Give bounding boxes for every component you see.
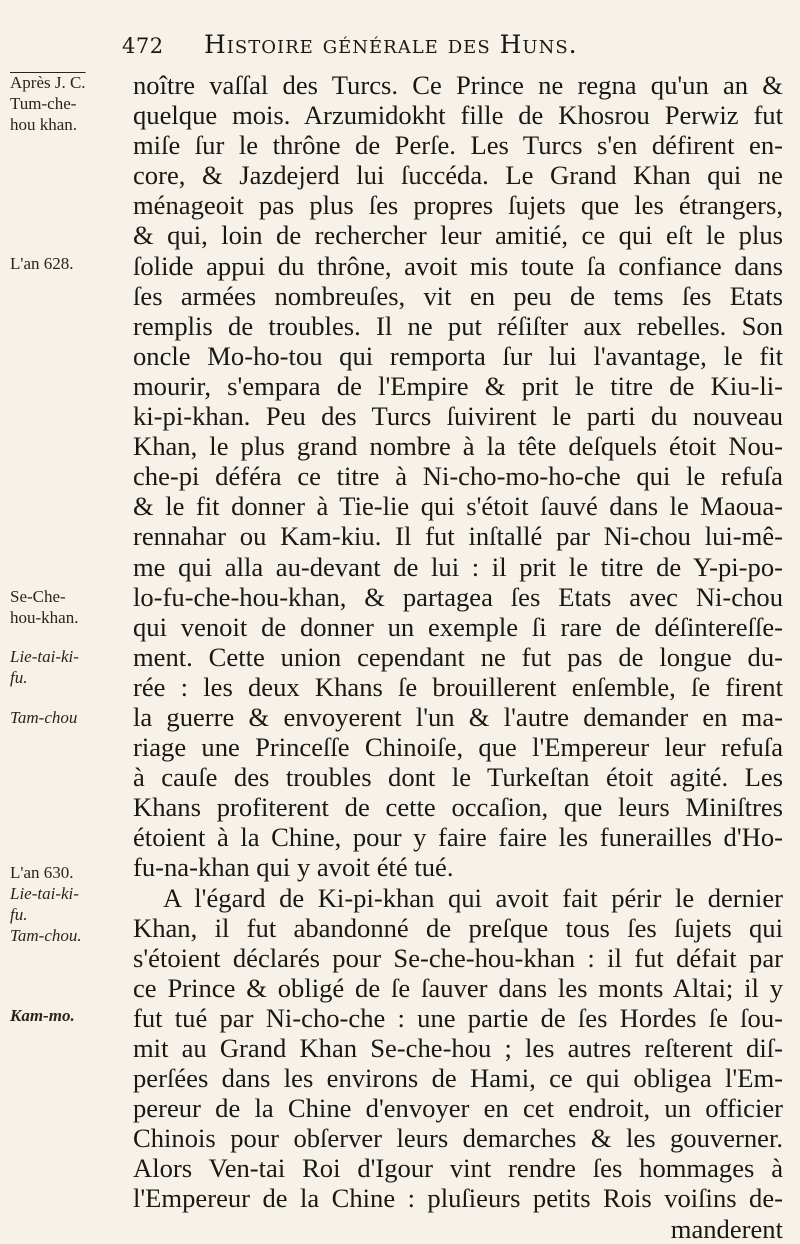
body-line: Chinois pour obſerver leurs demarches & les gouverner. bbox=[133, 1123, 783, 1154]
body-line: s'étoient déclarés pour Se-che-hou-khan : il fut défait par bbox=[133, 942, 783, 973]
body-line: l'Empereur de la Chine : pluſieurs petits Rois voiſins de- bbox=[133, 1183, 783, 1214]
margin-note-line: Se-Che- bbox=[10, 587, 66, 606]
page-header bbox=[122, 24, 740, 64]
body-line: mourir, s'empara de l'Empire & prit le titre de Kiu-li- bbox=[133, 370, 783, 401]
body-line: A l'égard de Ki-pi-khan qui avoit fait périr le dernier bbox=[163, 882, 783, 913]
body-line: & le fit donner à Tie-lie qui s'étoit ſauvé dans le Maoua- bbox=[133, 491, 783, 522]
body-line: noître vaſſal des Turcs. Ce Prince ne regna qu'un an & bbox=[133, 70, 783, 100]
body-line: perſées dans les environs de Hami, ce qui obligea l'Em- bbox=[133, 1063, 783, 1094]
margin-note-line: hou khan. bbox=[10, 115, 78, 134]
body-line: ménageoit pas plus ſes propres ſujets que les étrangers, bbox=[133, 190, 783, 221]
body-line: rée : les deux Khans ſe brouillerent enſemble, ſe firent bbox=[133, 671, 783, 702]
body-line: & qui, loin de rechercher leur amitié, ce qui eſt le plus bbox=[133, 220, 783, 251]
body-line: ce Prince & obligé de ſe ſauver dans les monts Altai; il y bbox=[133, 972, 783, 1003]
margin-note-year-628 bbox=[10, 253, 128, 274]
margin-note-apres-jc bbox=[10, 72, 128, 135]
body-line: la guerre & envoyerent l'un & l'autre demander en ma- bbox=[133, 701, 783, 732]
margin-note-line: Lie-tai-ki- bbox=[10, 647, 79, 666]
margin-note-se-che-hou-khan bbox=[10, 586, 128, 628]
running-title: Histoire générale des Huns. bbox=[204, 30, 578, 59]
margin-note-line: Tam-chou bbox=[10, 708, 78, 727]
body-line: Khan, il fut abandonné de preſque tous ſes ſujets qui bbox=[133, 912, 783, 943]
body-line: Khans profiterent de cette occaſion, que leurs Miniſtres bbox=[133, 792, 783, 823]
body-line: oncle Mo-ho-tou qui remporta ſur lui l'avantage, le fit bbox=[133, 340, 783, 371]
body-line: mit au Grand Khan Se-che-hou ; les autres reſterent diſ- bbox=[133, 1033, 783, 1063]
catchword: manderent bbox=[670, 1213, 783, 1244]
body-line: fut tué par Ni-cho-che : une partie de ſes Hordes ſe ſou- bbox=[133, 1002, 783, 1033]
body-line: ſes armées nombreuſes, vit en peu de tems ſes Etats bbox=[133, 280, 783, 311]
body-line: lo-fu-che-hou-khan, & partagea ſes Etats avec Ni-chou bbox=[133, 581, 783, 612]
body-line: à cauſe des troubles dont le Turkeſtan étoit agité. Les bbox=[133, 762, 783, 793]
body-text bbox=[133, 70, 783, 1244]
margin-note-line: fu. bbox=[10, 905, 28, 924]
body-line: Khan, le plus grand nombre à la tête deſquels étoit Nou- bbox=[133, 431, 783, 462]
margin-note-line: L'an 628. bbox=[10, 254, 74, 273]
body-line: ki-pi-khan. Peu des Turcs ſuivirent le parti du nouveau bbox=[133, 401, 783, 432]
margin-note-line: Kam-mo. bbox=[10, 1006, 75, 1025]
body-line: Alors Ven-tai Roi d'Igour vint rendre ſes hommages à bbox=[133, 1153, 783, 1184]
body-line: qui venoit de donner un exemple ſi rare de déſintereſſe- bbox=[133, 611, 783, 642]
margin-note-line: hou-khan. bbox=[10, 608, 79, 627]
body-line: rennahar ou Kam-kiu. Il fut inſtallé par Ni-chou lui-mê- bbox=[133, 521, 783, 552]
body-line: miſe ſur le thrône de Perſe. Les Turcs s'en défirent en- bbox=[133, 130, 783, 161]
margin-note-line: Tam-chou. bbox=[10, 926, 82, 945]
margin-note-year-630 bbox=[10, 862, 128, 883]
body-line: ment. Cette union cependant ne fut pas de longue du- bbox=[133, 641, 783, 672]
margin-note-line: Tum-che- bbox=[10, 94, 77, 113]
body-line: me qui alla au-devant de lui : il prit le titre de Y-pi-po- bbox=[133, 551, 783, 582]
margin-note-line: Après J. C. bbox=[10, 73, 86, 92]
body-line: étoient à la Chine, pour y faire faire les funerailles d'Ho- bbox=[133, 822, 783, 853]
body-line: ſolide appui du thrône, avoit mis toute ſa confiance dans bbox=[133, 250, 783, 281]
body-line: riage une Princeſſe Chinoiſe, que l'Empereur leur refuſa bbox=[133, 732, 783, 763]
margin-note-lie-tai-ki-fu bbox=[10, 646, 128, 688]
margin-note-tam-chou bbox=[10, 707, 128, 728]
margin-note-kam-mo bbox=[10, 1005, 128, 1026]
margin-note-line: Lie-tai-ki- bbox=[10, 884, 79, 903]
body-line: pereur de la Chine d'envoyer en cet endroit, un officier bbox=[133, 1093, 783, 1124]
margin-note-lie-tai-ki-fu-tam-chou bbox=[10, 883, 128, 946]
body-line: che-pi déféra ce titre à Ni-cho-mo-ho-che qui le refuſa bbox=[133, 461, 783, 492]
margin-note-line: L'an 630. bbox=[10, 863, 74, 882]
body-line: core, & Jazdejerd lui ſuccéda. Le Grand Khan qui ne bbox=[133, 160, 783, 191]
body-line: quelque mois. Arzumidokht fille de Khosrou Perwiz fut bbox=[133, 100, 783, 131]
margin-note-line: fu. bbox=[10, 668, 28, 687]
body-line: remplis de troubles. Il ne put réſiſter aux rebelles. Son bbox=[133, 310, 783, 341]
body-line: fu-na-khan qui y avoit été tué. bbox=[133, 852, 454, 883]
page-number: 472 bbox=[122, 34, 164, 58]
